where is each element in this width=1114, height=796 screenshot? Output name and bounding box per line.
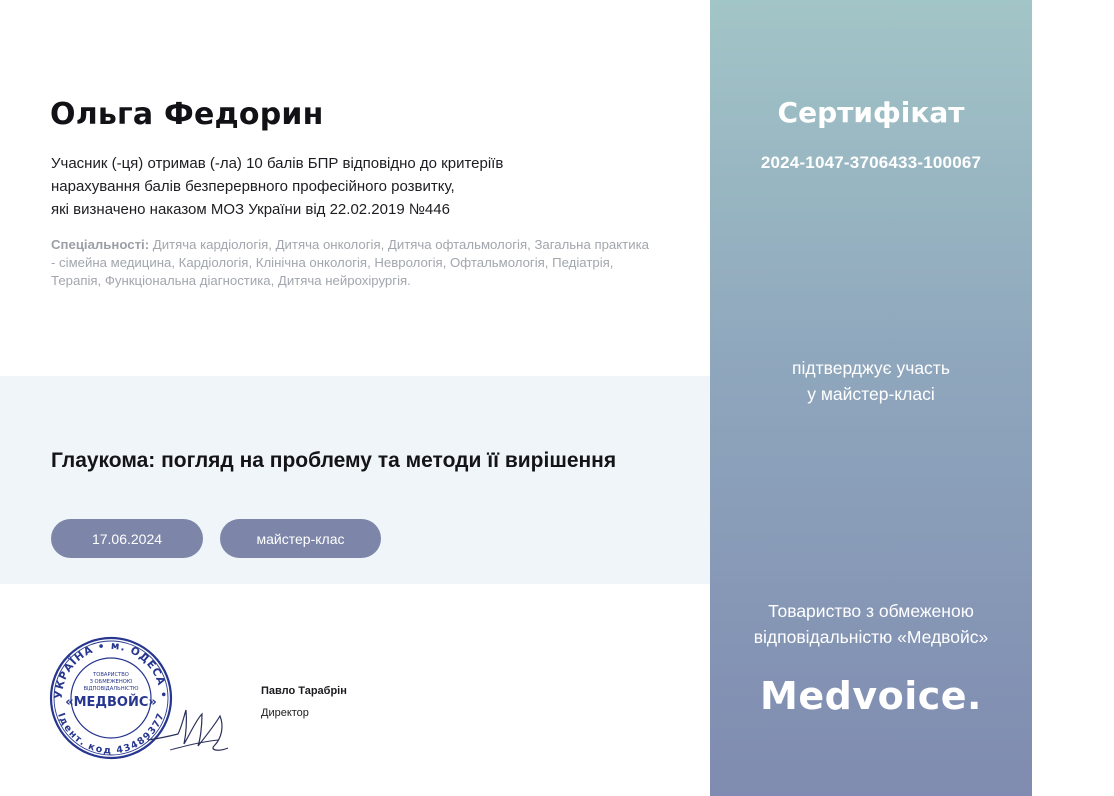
certificate-title: Сертифікат — [777, 96, 965, 129]
company-line: відповідальністю «Медвойс» — [753, 627, 989, 647]
specialties-text: Дитяча кардіологія, Дитяча онкологія, Дитяча офтальмологія, Загальна практика - сімейна медицина, Кардіологія, Клінічна онкологія, Неврологія, Офтальмологія, Педіатрія, Терапія, Функціональна діагностика, Дитяча нейрохірургія. — [51, 237, 649, 288]
stamp-bottom-text: Ідент. код 43489377 — [55, 711, 167, 757]
director-signature — [140, 696, 235, 756]
page-margin — [1032, 0, 1114, 796]
certificate-number: 2024-1047-3706433-100067 — [760, 153, 982, 172]
stamp-inner-line: ВІДПОВІДАЛЬНІСТЮ — [83, 686, 139, 692]
description-line: Учасник (-ця) отримав (-ла) 10 балів БПР відповідно до критеріїв — [51, 155, 504, 172]
brand-logo: Medvoice. — [760, 674, 982, 718]
company-name — [710, 598, 1032, 650]
date-badge: 17.06.2024 — [51, 519, 203, 558]
course-title: Глаукома: погляд на проблему та методи її вирішення — [51, 449, 617, 472]
stamp-center-text: «МЕДВОЙС» — [65, 695, 157, 710]
stamp-inner-line: З ОБМЕЖЕНОЮ — [89, 679, 133, 685]
event-type-badge: майстер-клас — [220, 519, 381, 558]
recipient-name: Ольга Федорин — [50, 97, 324, 132]
signatory-name: Павло Тарабрін — [261, 685, 347, 697]
points-description — [51, 152, 611, 221]
stamp-outer-text: УКРАЇНА • м. ОДЕСА • — [52, 639, 170, 700]
specialties — [51, 236, 651, 290]
confirmation-line: у майстер-класі — [807, 384, 935, 404]
confirmation-line: підтверджує участь — [792, 358, 950, 378]
description-line: які визначено наказом МОЗ України від 22.02.2019 №446 — [51, 201, 450, 218]
company-line: Товариство з обмеженою — [768, 601, 974, 621]
signatory-role: Директор — [261, 707, 309, 719]
certificate-side-panel — [710, 0, 1032, 796]
participation-confirmation — [710, 355, 1032, 407]
stamp-inner-line: ТОВАРИСТВО — [93, 672, 129, 678]
specialties-label: Спеціальності: — [51, 237, 150, 252]
description-line: нарахування балів безперервного професійного розвитку, — [51, 178, 455, 195]
